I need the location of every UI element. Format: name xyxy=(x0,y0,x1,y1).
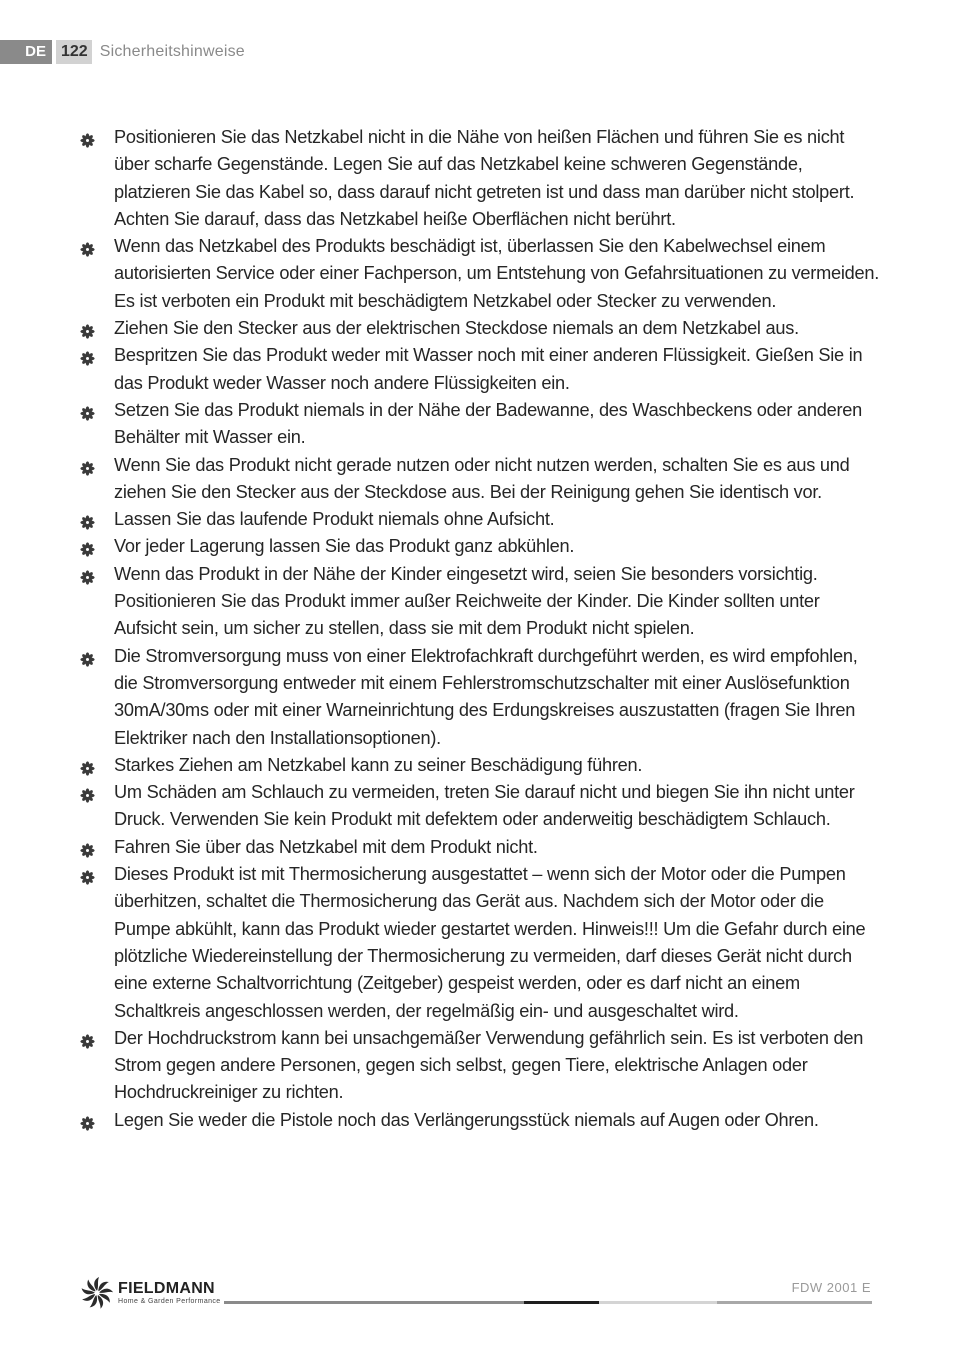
flower-bullet-icon xyxy=(80,238,95,253)
list-item-text: Die Stromversorgung muss von einer Elektrofachkraft durchgeführt werden, es wird empfohlen, die Stromversorgung entweder mit einem Fehlerstromschutzschalter mit einer Auslösefunktion 30mA/30ms oder mit einer Warneinrichtung des Erdungskreises auszustatten (fragen Sie Ihren Elektriker nach den Installationsoptionen). xyxy=(114,645,858,748)
list-item xyxy=(80,779,880,834)
page-number: 122 xyxy=(56,40,92,64)
flower-bullet-icon xyxy=(80,1112,95,1127)
list-item xyxy=(80,452,880,507)
flower-bullet-icon xyxy=(80,566,95,581)
flower-bullet-icon xyxy=(80,347,95,362)
flower-bullet-icon xyxy=(80,1030,95,1045)
list-item xyxy=(80,861,880,1025)
flower-bullet-icon xyxy=(80,538,95,553)
list-item-text: Positionieren Sie das Netzkabel nicht in die Nähe von heißen Flächen und führen Sie es nicht über scharfe Gegenstände. Legen Sie auf das Netzkabel keine schweren Gegenstände, platzieren Sie das Kabel so, dass darauf nicht getreten ist und dass man darüber nicht stolpert. Achten Sie darauf, dass das Netzkabel heiße Oberflächen nicht berührt. xyxy=(114,127,855,229)
model-number: FDW 2001 E xyxy=(791,1280,871,1295)
list-item-text: Starkes Ziehen am Netzkabel kann zu seiner Beschädigung führen. xyxy=(114,754,643,775)
brand-name: FIELDMANN xyxy=(118,1279,215,1297)
list-item-text: Wenn das Netzkabel des Produkts beschädigt ist, überlassen Sie den Kabelwechsel einem autorisierten Service oder einer Fachperson, um Entstehung von Gefahrsituationen zu vermeiden. Es ist verboten ein Produkt mit beschädigtem Netzkabel oder Stecker zu verwenden. xyxy=(114,236,880,311)
footer-rule-gray xyxy=(224,1301,524,1304)
list-item-text: Lassen Sie das laufende Produkt niemals ohne Aufsicht. xyxy=(114,509,555,530)
list-item xyxy=(80,834,880,861)
list-item xyxy=(80,233,880,315)
flower-bullet-icon xyxy=(80,784,95,799)
list-item xyxy=(80,1107,880,1134)
list-item xyxy=(80,315,880,342)
list-item xyxy=(80,342,880,397)
list-item-text: Legen Sie weder die Pistole noch das Verlängerungsstück niemals auf Augen oder Ohren. xyxy=(114,1109,819,1130)
list-item xyxy=(80,124,880,233)
safety-list-container xyxy=(80,124,880,1134)
brand-logo xyxy=(80,1276,221,1310)
list-item xyxy=(80,561,880,643)
flower-bullet-icon xyxy=(80,457,95,472)
page-header xyxy=(0,40,245,64)
list-item-text: Fahren Sie über das Netzkabel mit dem Produkt nicht. xyxy=(114,836,538,857)
footer-rule-dark xyxy=(524,1301,599,1304)
list-item xyxy=(80,533,880,560)
list-item-text: Setzen Sie das Produkt niemals in der Nähe der Badewanne, des Waschbeckens oder anderen Behälter mit Wasser ein. xyxy=(114,399,862,448)
list-item-text: Ziehen Sie den Stecker aus der elektrischen Steckdose niemals an dem Netzkabel aus. xyxy=(114,318,799,339)
safety-instructions-list xyxy=(80,124,880,1134)
list-item-text: Wenn Sie das Produkt nicht gerade nutzen oder nicht nutzen werden, schalten Sie es aus und ziehen Sie den Stecker aus der Steckdose aus. Bei der Reinigung gehen Sie identisch vor. xyxy=(114,454,850,502)
list-item xyxy=(80,1025,880,1107)
fieldmann-swirl-logo-icon xyxy=(80,1276,114,1310)
list-item-text: Um Schäden am Schlauch zu vermeiden, treten Sie darauf nicht und biegen Sie ihn nicht unter Druck. Verwenden Sie kein Produkt mit defektem oder anderweitig beschädigtem Schlauch. xyxy=(114,782,855,830)
list-item-text: Wenn das Produkt in der Nähe der Kinder eingesetzt wird, seien Sie besonders vorsichtig. Positionieren Sie das Produkt immer außer Reichweite der Kinder. Die Kinder sollten unter Aufsicht sein, um sicher zu stellen, dass sie mit dem Produkt nicht spielen. xyxy=(114,563,820,639)
flower-bullet-icon xyxy=(80,757,95,772)
list-item-text: Dieses Produkt ist mit Thermosicherung ausgestattet – wenn sich der Motor oder die Pumpen überhitzen, schaltet die Thermosicherung das Gerät aus. Nachdem sich der Motor oder die Pumpe abkühlt, kann das Produkt wieder gestartet werden. Hinweis!!! Um die Gefahr durch eine plötzliche Wiedereinstellung der Thermosicherung zu vermeiden, darf dieses Gerät nicht durch eine externe Schaltvorrichtung (Zeitgeber) gespeist werden, oder es darf nicht an einem Schaltkreis angeschlossen werden, der regelmäßig ein- und ausgeschaltet wird. xyxy=(114,864,866,1021)
brand-tagline: Home & Garden Performance xyxy=(118,1297,221,1305)
flower-bullet-icon xyxy=(80,839,95,854)
list-item-text: Vor jeder Lagerung lassen Sie das Produkt ganz abkühlen. xyxy=(114,536,575,557)
language-badge: DE xyxy=(0,40,52,64)
footer-rule-light xyxy=(599,1301,717,1304)
flower-bullet-icon xyxy=(80,129,95,144)
list-item xyxy=(80,397,880,452)
flower-bullet-icon xyxy=(80,402,95,417)
flower-bullet-icon xyxy=(80,866,95,881)
list-item xyxy=(80,752,880,779)
flower-bullet-icon xyxy=(80,648,95,663)
flower-bullet-icon xyxy=(80,511,95,526)
footer-rule-mid xyxy=(717,1301,872,1304)
flower-bullet-icon xyxy=(80,320,95,335)
section-title: Sicherheitshinweise xyxy=(99,43,245,60)
list-item-text: Der Hochdruckstrom kann bei unsachgemäßer Verwendung gefährlich sein. Es ist verboten den Strom gegen andere Personen, gegen sich selbst, gegen Tiere, elektrische Anlagen oder Hochdruckreiniger zu richten. xyxy=(114,1027,864,1103)
brand-text xyxy=(118,1281,221,1306)
list-item xyxy=(80,643,880,752)
list-item-text: Bespritzen Sie das Produkt weder mit Wasser noch mit einer anderen Flüssigkeit. Gießen Sie in das Produkt weder Wasser noch andere Flüssigkeiten ein. xyxy=(114,345,863,393)
list-item xyxy=(80,506,880,533)
